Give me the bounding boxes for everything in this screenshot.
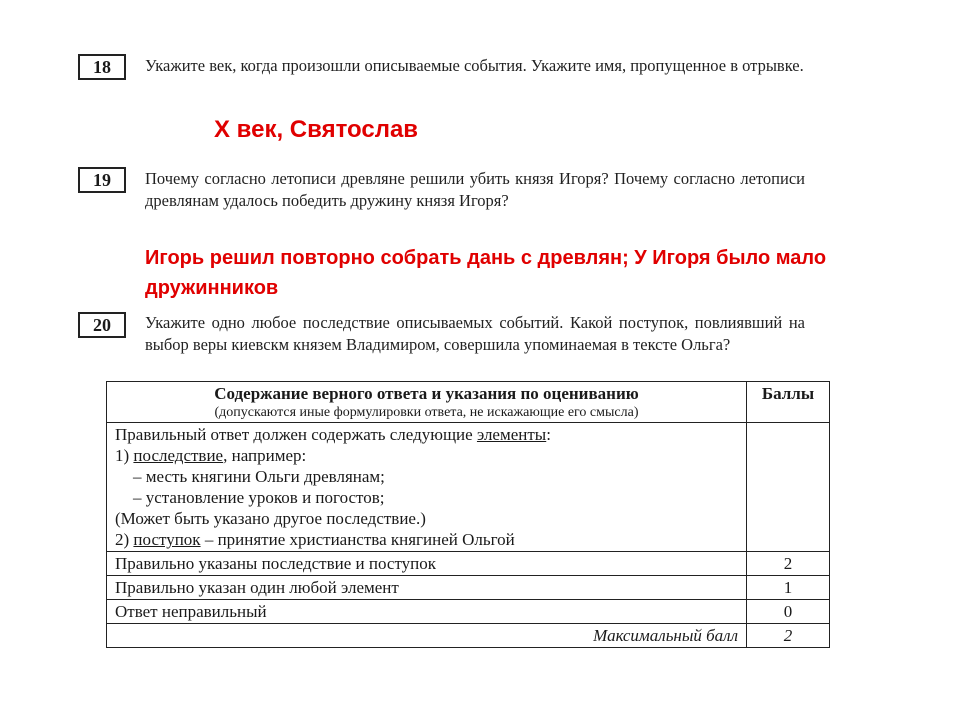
question-number-20: 20 bbox=[78, 312, 126, 338]
answer-18: X век, Святослав bbox=[214, 116, 419, 143]
content-line-1-underlined: элементы bbox=[476, 425, 547, 444]
table-row bbox=[107, 600, 830, 624]
points-cell: 0 bbox=[747, 600, 830, 624]
item-1-number: 1) bbox=[115, 446, 134, 465]
max-score-label: Максимальный балл bbox=[107, 624, 747, 648]
header-title: Содержание верного ответа и указания по оцениванию bbox=[214, 384, 639, 403]
criterion-cell: Ответ неправильный bbox=[107, 600, 747, 624]
question-18-text: Укажите век, когда произошли описываемые события. Укажите имя, пропущенное в отрывке. bbox=[145, 56, 804, 75]
item-1-underlined: последствие bbox=[133, 446, 224, 465]
item-1-rest: , например: bbox=[223, 446, 307, 465]
item-2-underlined: поступок bbox=[133, 530, 201, 549]
content-dash-2: – установление уроков и погостов; bbox=[133, 488, 385, 507]
table-row bbox=[107, 576, 830, 600]
question-number-18: 18 bbox=[78, 54, 126, 80]
table-row bbox=[107, 552, 830, 576]
content-note: (Может быть указано другое последствие.) bbox=[115, 509, 426, 528]
answer-content-cell bbox=[107, 423, 747, 552]
item-2-number: 2) bbox=[115, 530, 134, 549]
content-item-1 bbox=[115, 445, 738, 466]
header-subtitle: (допускаются иные формулировки ответа, не искажающие его смысла) bbox=[214, 405, 639, 420]
question-number-19: 19 bbox=[78, 167, 126, 193]
content-line-1-start: Правильный ответ должен содержать следующие bbox=[115, 425, 477, 444]
max-score-points: 2 bbox=[747, 624, 830, 648]
content-item-2 bbox=[115, 529, 738, 550]
grading-table bbox=[106, 381, 830, 648]
criterion-cell: Правильно указан один любой элемент bbox=[107, 576, 747, 600]
table-header-row bbox=[107, 382, 830, 423]
answer-content-row bbox=[107, 423, 830, 552]
points-cell: 2 bbox=[747, 552, 830, 576]
criterion-cell: Правильно указаны последствие и поступок bbox=[107, 552, 747, 576]
content-line-1 bbox=[115, 424, 738, 445]
question-19-text: Почему согласно летописи древляне решили убить князя Игоря? Почему согласно летописи древлянам удалось победить дружину князя Игоря? bbox=[145, 169, 805, 210]
content-line-1-end: : bbox=[546, 425, 551, 444]
content-dash-1: – месть княгини Ольги древлянам; bbox=[133, 467, 385, 486]
header-content-cell bbox=[107, 382, 747, 423]
points-cell: 1 bbox=[747, 576, 830, 600]
header-points: Баллы bbox=[747, 382, 830, 423]
item-2-rest: – принятие христианства княгиней Ольгой bbox=[200, 530, 515, 549]
max-score-row bbox=[107, 624, 830, 648]
answer-content-points-cell bbox=[747, 423, 830, 552]
question-20-text: Укажите одно любое последствие описываемых событий. Какой поступок, повлиявший на выбор веры киевскм князем Владимиром, совершила упоминаемая в тексте Ольга? bbox=[145, 313, 805, 354]
answer-19: Игорь решил повторно собрать дань с древлян; У Игоря было мало дружинников bbox=[145, 247, 827, 299]
